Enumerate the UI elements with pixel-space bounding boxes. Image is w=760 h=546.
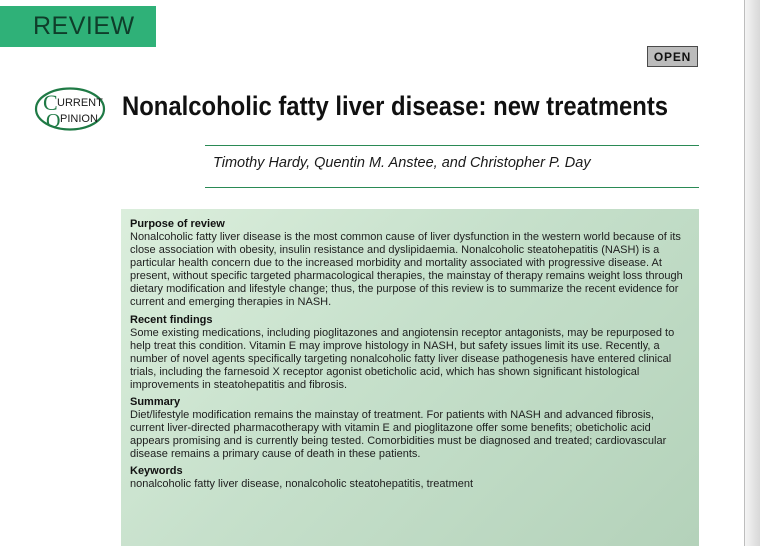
abstract-keywords <box>130 465 689 491</box>
article-title: Nonalcoholic fatty liver disease: new treatments <box>122 91 669 121</box>
keywords-heading: Keywords <box>130 465 183 478</box>
abstract-summary <box>130 396 689 461</box>
findings-text: Some existing medications, including pioglitazones and angiotensin receptor antagonists, may be repurposed to help treat this condition. Vitamin E may improve histology in NASH, but safety issues limit its use. Recently, a number of novel agents specifically targeting nonalcoholic fatty liver disease pathogenesis have entered clinical trials, including the farnesoid X receptor agonist obeticholic acid, which has shown significant histological improvements in steatohepatitis and fibrosis. <box>130 326 675 391</box>
abstract-box <box>121 209 699 546</box>
review-label: REVIEW <box>33 12 135 40</box>
author-rule-top <box>205 145 699 146</box>
logo-line-1: URRENT <box>57 97 103 109</box>
open-label: OPEN <box>653 49 692 64</box>
keywords-text: nonalcoholic fatty liver disease, nonalcoholic steatohepatitis, treatment <box>130 478 474 491</box>
abstract-findings <box>130 314 689 392</box>
current-opinion-logo <box>34 86 106 132</box>
findings-heading: Recent findings <box>130 313 213 326</box>
author-list: Timothy Hardy, Quentin M. Anstee, and Christopher P. Day <box>213 155 591 171</box>
abstract-purpose <box>130 218 689 310</box>
purpose-text: Nonalcoholic fatty liver disease is the most common cause of liver dysfunction in the western world because of its close association with obesity, insulin resistance and dyslipidaemia. Nonalcoholic steatohepatitis (NASH) is a particular health concern due to the increased morbidity and mortality associated with progressive disease. At present, without specific targeted pharmacological therapies, the mainstay of therapy remains weight loss through dietary modification and lifestyle change; thus, the purpose of this review is to summarize the recent evidence for current and emerging therapies in NASH. <box>130 231 683 309</box>
logo-initial-c: C <box>43 90 58 115</box>
summary-text: Diet/lifestyle modification remains the mainstay of treatment. For patients with NASH and advanced fibrosis, current liver-directed pharmacotherapy with vitamin E and pioglitazone offer some benefits; obeticholic acid appears promising and is currently being tested. Comorbidities must be diagnosed and treated; cardiovascular disease remains a primary cause of death in these patients. <box>130 409 667 461</box>
summary-heading: Summary <box>130 396 181 409</box>
logo-line-2: PINION <box>60 113 98 125</box>
purpose-heading: Purpose of review <box>130 218 225 230</box>
logo-initial-o: O <box>46 110 61 132</box>
open-access-badge <box>647 46 698 67</box>
author-rule-bottom <box>205 187 699 188</box>
review-banner <box>0 6 156 47</box>
page-edge <box>744 0 760 546</box>
